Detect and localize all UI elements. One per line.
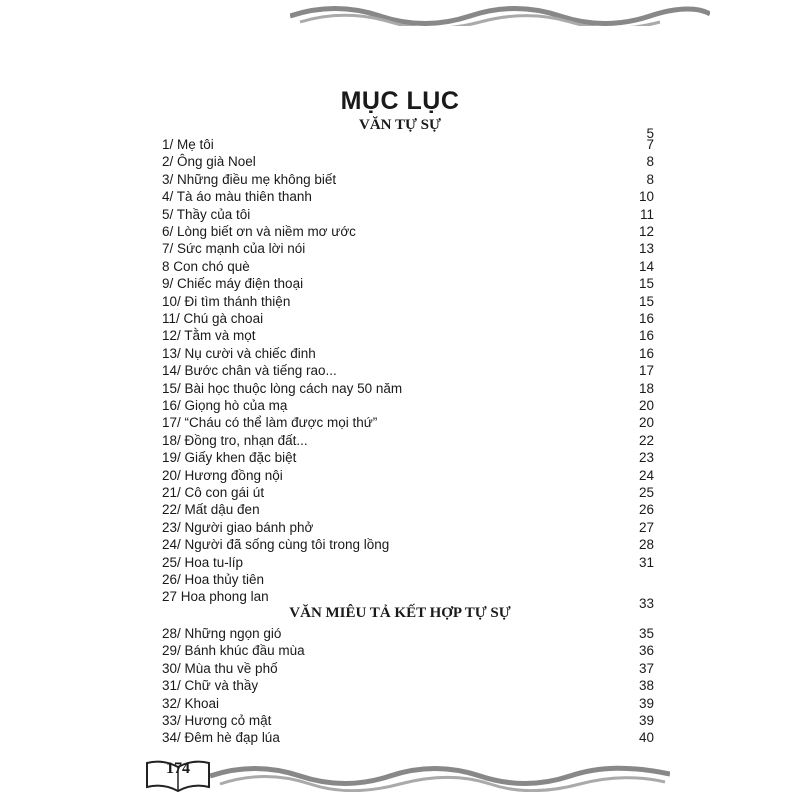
toc-entry-page: 16 [638, 311, 654, 326]
toc-entry-title: 24/ Người đã sống cùng tôi trong lồng [162, 537, 390, 553]
toc-entry-page: 7 [646, 137, 654, 152]
toc-entry-page: 18 [638, 380, 654, 396]
toc-entry [162, 276, 654, 294]
toc-entry-title: 17/ “Cháu có thể làm được mọi thứ” [162, 415, 378, 431]
toc-entry-page: 17 [638, 363, 654, 379]
toc-entry [162, 241, 654, 259]
toc-entry-page: 26 [638, 502, 654, 518]
page-title: MỤC LỤC [340, 86, 460, 115]
toc-entry-title: 10/ Đi tìm thánh thiện [162, 293, 291, 309]
toc-entry-title: 25/ Hoa tu-líp [162, 554, 244, 570]
toc-entry [162, 433, 654, 451]
toc-entry-page: 11 [639, 206, 654, 222]
toc-entry-title: 6/ Lòng biết ơn và niềm mơ ước [162, 224, 356, 239]
toc-entry [162, 502, 654, 520]
toc-entry [162, 450, 654, 468]
toc-entry-page: 15 [638, 293, 654, 309]
toc-entry-title: 32/ Khoai [162, 695, 220, 711]
section-heading-descriptive-narrative: VĂN MIÊU TẢ KẾT HỢP TỰ SỰ [289, 605, 511, 621]
toc-entry [162, 259, 654, 277]
toc-entry [162, 311, 654, 329]
toc-entry-page: 31 [638, 554, 654, 570]
toc-entry-title: 7/ Sức mạnh của lời nói [162, 241, 306, 257]
toc-entry [162, 189, 654, 207]
toc-entry [162, 172, 654, 190]
toc-entry-page: 20 [638, 398, 654, 413]
toc-entry-title: 14/ Bước chân và tiếng rao... [162, 363, 337, 379]
toc-entry-page: 8 [646, 154, 654, 170]
toc-entry-title: 23/ Người giao bánh phở [162, 519, 314, 535]
toc-entry [162, 661, 654, 679]
toc-entry-title: 5/ Thầy của tôi [162, 206, 251, 222]
toc-entry-title: 3/ Những điều mẹ không biết [162, 171, 337, 187]
toc-entry-page: 39 [638, 695, 654, 711]
toc-entry-title: 26/ Hoa thủy tiên [162, 572, 265, 587]
toc-entry [162, 398, 654, 416]
toc-entry [162, 346, 654, 364]
toc-entry-title: 21/ Cô con gái út [162, 485, 265, 500]
toc-entry-title: 1/ Mẹ tôi [162, 137, 214, 152]
toc-entry [162, 294, 654, 312]
section-lead-page: 5 [646, 126, 654, 141]
toc-entry-page: 8 [646, 171, 654, 187]
toc-entry [162, 626, 654, 644]
toc-entry-title: 30/ Mùa thu về phố [162, 660, 278, 676]
toc-entry [162, 137, 654, 155]
toc-entry-page: 33 [638, 596, 654, 612]
toc-entry-page: 10 [638, 189, 654, 205]
toc-entry-title: 19/ Giấy khen đặc biệt [162, 450, 297, 466]
toc-entry-title: 2/ Ông già Noel [162, 154, 256, 170]
toc-entry-page: 20 [638, 415, 654, 431]
toc-entry [162, 363, 654, 381]
toc-entry-page: 14 [638, 258, 654, 274]
toc-entry-title: 12/ Tằm và mọt [162, 328, 256, 344]
toc-entry-title: 27 Hoa phong lan [162, 589, 269, 605]
toc-entry-page: 23 [638, 450, 654, 466]
toc-entry-page: 15 [638, 276, 654, 292]
toc-entry-page: 35 [638, 626, 654, 641]
toc-entry-page: 28 [638, 537, 654, 553]
toc-entry-page: 22 [638, 432, 654, 448]
toc-entry-title: 34/ Đêm hè đạp lúa [162, 730, 280, 746]
toc-entry [162, 696, 654, 714]
toc-entry-page: 24 [638, 467, 654, 483]
decorative-wave-top [290, 4, 710, 26]
toc-entry [162, 730, 654, 748]
toc-entry [162, 224, 654, 242]
toc-entry-title: 22/ Mất dậu đen [162, 502, 260, 518]
section-heading-narrative: VĂN TỰ SỰ [359, 117, 441, 133]
toc-entry-title: 16/ Giọng hò của mạ [162, 398, 288, 413]
toc-entry-title: 20/ Hương đồng nội [162, 467, 283, 483]
toc-entry-title: 13/ Nụ cười và chiếc đinh [162, 345, 316, 361]
toc-entry-page: 38 [638, 678, 654, 694]
toc-entry-page: 37 [638, 660, 654, 676]
toc-entry-title: 8 Con chó què [162, 258, 250, 274]
toc-entry-page: 39 [638, 713, 654, 728]
toc-entry-page: 13 [638, 241, 654, 257]
toc-entry-title: 15/ Bài học thuộc lòng cách nay 50 năm [162, 380, 403, 396]
toc-entry [162, 468, 654, 486]
toc-entry [162, 713, 654, 731]
toc-entry-title: 18/ Đồng tro, nhạn đất... [162, 432, 308, 448]
toc-entry [162, 537, 654, 555]
decorative-wave-bottom [210, 762, 670, 792]
toc-entry [162, 485, 654, 503]
toc-entry-title: 11/ Chú gà choai [162, 311, 264, 326]
toc-entry [162, 207, 654, 225]
toc-entry-title: 33/ Hương cỏ mật [162, 713, 272, 728]
toc-entry-page: 40 [638, 730, 654, 746]
toc-entry [162, 381, 654, 399]
toc-entry [162, 328, 654, 346]
toc-entry [162, 572, 654, 590]
toc-entry [162, 520, 654, 538]
toc-entry-title: 28/ Những ngọn gió [162, 626, 282, 641]
toc-entry-page: 16 [638, 345, 654, 361]
toc-entry-page: 36 [638, 643, 654, 659]
toc-entry-page: 16 [638, 328, 654, 344]
toc-entry [162, 415, 654, 433]
toc-entry-page: 25 [638, 485, 654, 500]
toc-entry-title: 31/ Chữ và thầy [162, 678, 259, 694]
toc-entry-page: 12 [638, 224, 654, 239]
toc-entry [162, 555, 654, 573]
toc-entry-title: 29/ Bánh khúc đầu mùa [162, 643, 305, 659]
toc-entry-title: 4/ Tà áo màu thiên thanh [162, 189, 312, 205]
toc-entry-page: 27 [638, 519, 654, 535]
toc-entry [162, 154, 654, 172]
toc-entry [162, 678, 654, 696]
page-number: 174 [166, 760, 190, 777]
toc-entry-title: 9/ Chiếc máy điện thoại [162, 276, 304, 292]
toc-entry [162, 643, 654, 661]
